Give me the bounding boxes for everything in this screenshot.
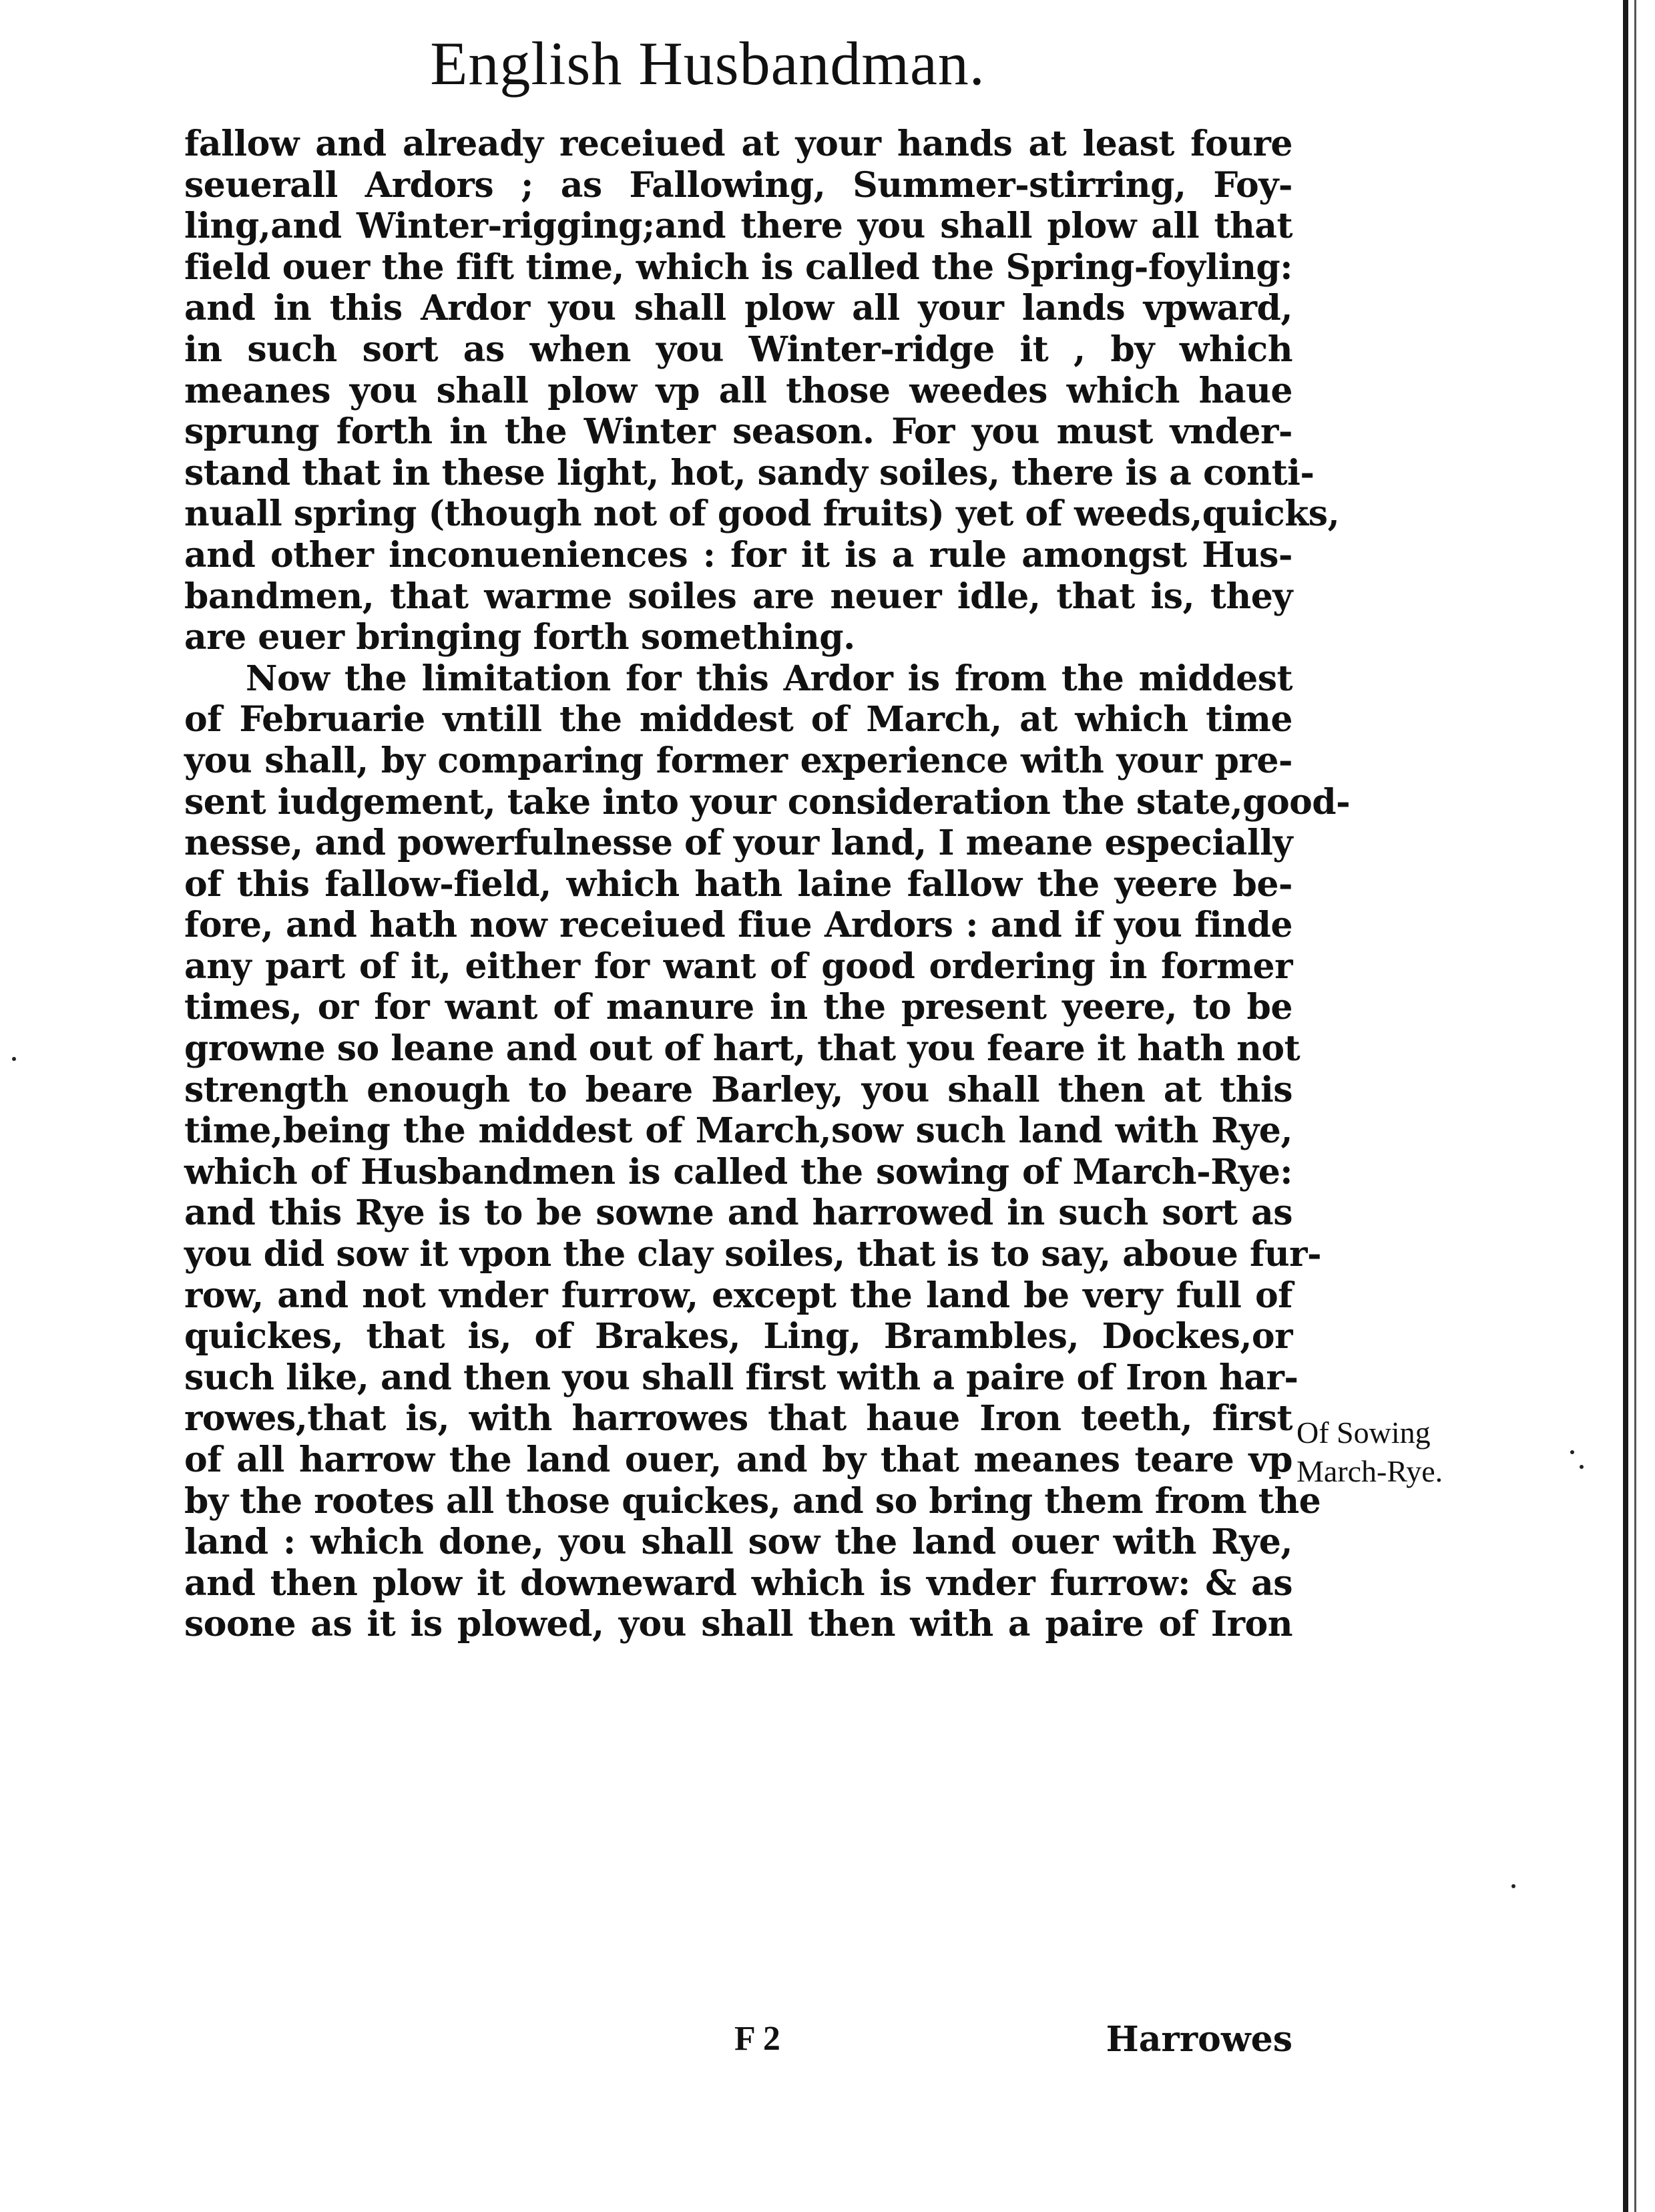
text-line: by the rootes all those quickes, and so bring them from the <box>184 1480 1321 1522</box>
text-line: ling,and Winter-rigging;and there you shall plow all that <box>184 206 1292 247</box>
text-line: are euer bringing forth something. <box>184 617 855 658</box>
text-line: seuerall Ardors ; as Fallowing, Summer-stirring, Foy- <box>184 164 1292 206</box>
text-line: field ouer the fift time, which is called the Spring-foyling: <box>184 246 1292 288</box>
text-line: strength enough to beare Barley, you shall then at this <box>184 1069 1292 1110</box>
page-edge-line <box>1634 0 1636 2212</box>
text-line: quickes, that is, of Brakes, Ling, Brambles, Dockes,or <box>184 1316 1292 1357</box>
text-line: land : which done, you shall sow the land ouer with Rye, <box>184 1522 1292 1563</box>
text-line: and then plow it downeward which is vnder furrow: & as <box>184 1562 1292 1604</box>
text-line: and in this Ardor you shall plow all your lands vpward, <box>184 288 1292 329</box>
margin-note-line: Of Sowing <box>1296 1415 1431 1450</box>
text-line: fallow and already receiued at your hands at least foure <box>184 124 1292 164</box>
text-line: you did sow it vpon the clay soiles, that is to say, aboue fur- <box>184 1234 1322 1275</box>
page-edge-shadow <box>1623 0 1628 2212</box>
running-head: English Husbandman. <box>430 29 985 97</box>
text-line: fore, and hath now receiued fiue Ardors : and if you finde <box>184 905 1292 946</box>
text-line: sprung forth in the Winter season. For you must vnder- <box>184 411 1292 453</box>
catchword: Harrowes <box>1106 2019 1292 2060</box>
signature-mark: F 2 <box>734 2020 780 2058</box>
page-footer <box>184 2019 1292 2066</box>
text-line: row, and not vnder furrow, except the land be very full of <box>184 1275 1292 1316</box>
text-line: growne so leane and out of hart, that you feare it hath not <box>184 1028 1301 1070</box>
text-line: any part of it, either for want of good ordering in former <box>184 945 1292 987</box>
scan-speck <box>1570 1450 1574 1454</box>
body-text <box>184 124 1351 1645</box>
text-line: Now the limitation for this Ardor is from the middest <box>246 658 1292 699</box>
text-line: sent iudgement, take into your consideration the state,good- <box>184 781 1351 823</box>
margin-note <box>1296 1413 1497 1491</box>
text-line: of this fallow-field, which hath laine fallow the yeere be- <box>184 863 1292 905</box>
text-line: and other inconueniences : for it is a rule amongst Hus- <box>184 534 1292 576</box>
text-line: rowes,that is, with harrowes that haue Iron teeth, first <box>184 1398 1292 1440</box>
text-line: you shall, by comparing former experience with your pre- <box>184 740 1292 781</box>
text-line: and this Rye is to be sowne and harrowed in such sort as <box>184 1192 1292 1234</box>
scan-speck <box>12 1057 16 1061</box>
margin-note-line: March-Rye. <box>1296 1454 1443 1488</box>
text-line: time,being the middest of March,sow such land with Rye, <box>184 1110 1292 1152</box>
text-line: in such sort as when you Winter-ridge it , by which <box>184 328 1292 370</box>
text-line: bandmen, that warme soiles are neuer idle, that is, they <box>184 576 1292 617</box>
scan-speck <box>1511 1884 1515 1888</box>
text-line: times, or for want of manure in the present yeere, to be <box>184 987 1292 1028</box>
text-line: soone as it is plowed, you shall then with a paire of Iron <box>184 1604 1292 1645</box>
text-line: nesse, and powerfulnesse of your land, I meane especially <box>184 823 1293 864</box>
text-line: which of Husbandmen is called the sowing of March-Rye: <box>184 1151 1292 1192</box>
scan-speck <box>1580 1465 1584 1469</box>
text-line: stand that in these light, hot, sandy soiles, there is a conti- <box>184 452 1315 493</box>
text-line: nuall spring (though not of good fruits) yet of weeds,quicks, <box>184 493 1340 535</box>
text-line: of all harrow the land ouer, and by that meanes teare vp <box>184 1440 1292 1480</box>
text-line: of Februarie vntill the middest of March, at which time <box>184 699 1292 740</box>
text-line: meanes you shall plow vp all those weedes which haue <box>184 370 1292 411</box>
text-line: such like, and then you shall first with a paire of Iron har- <box>184 1357 1298 1398</box>
